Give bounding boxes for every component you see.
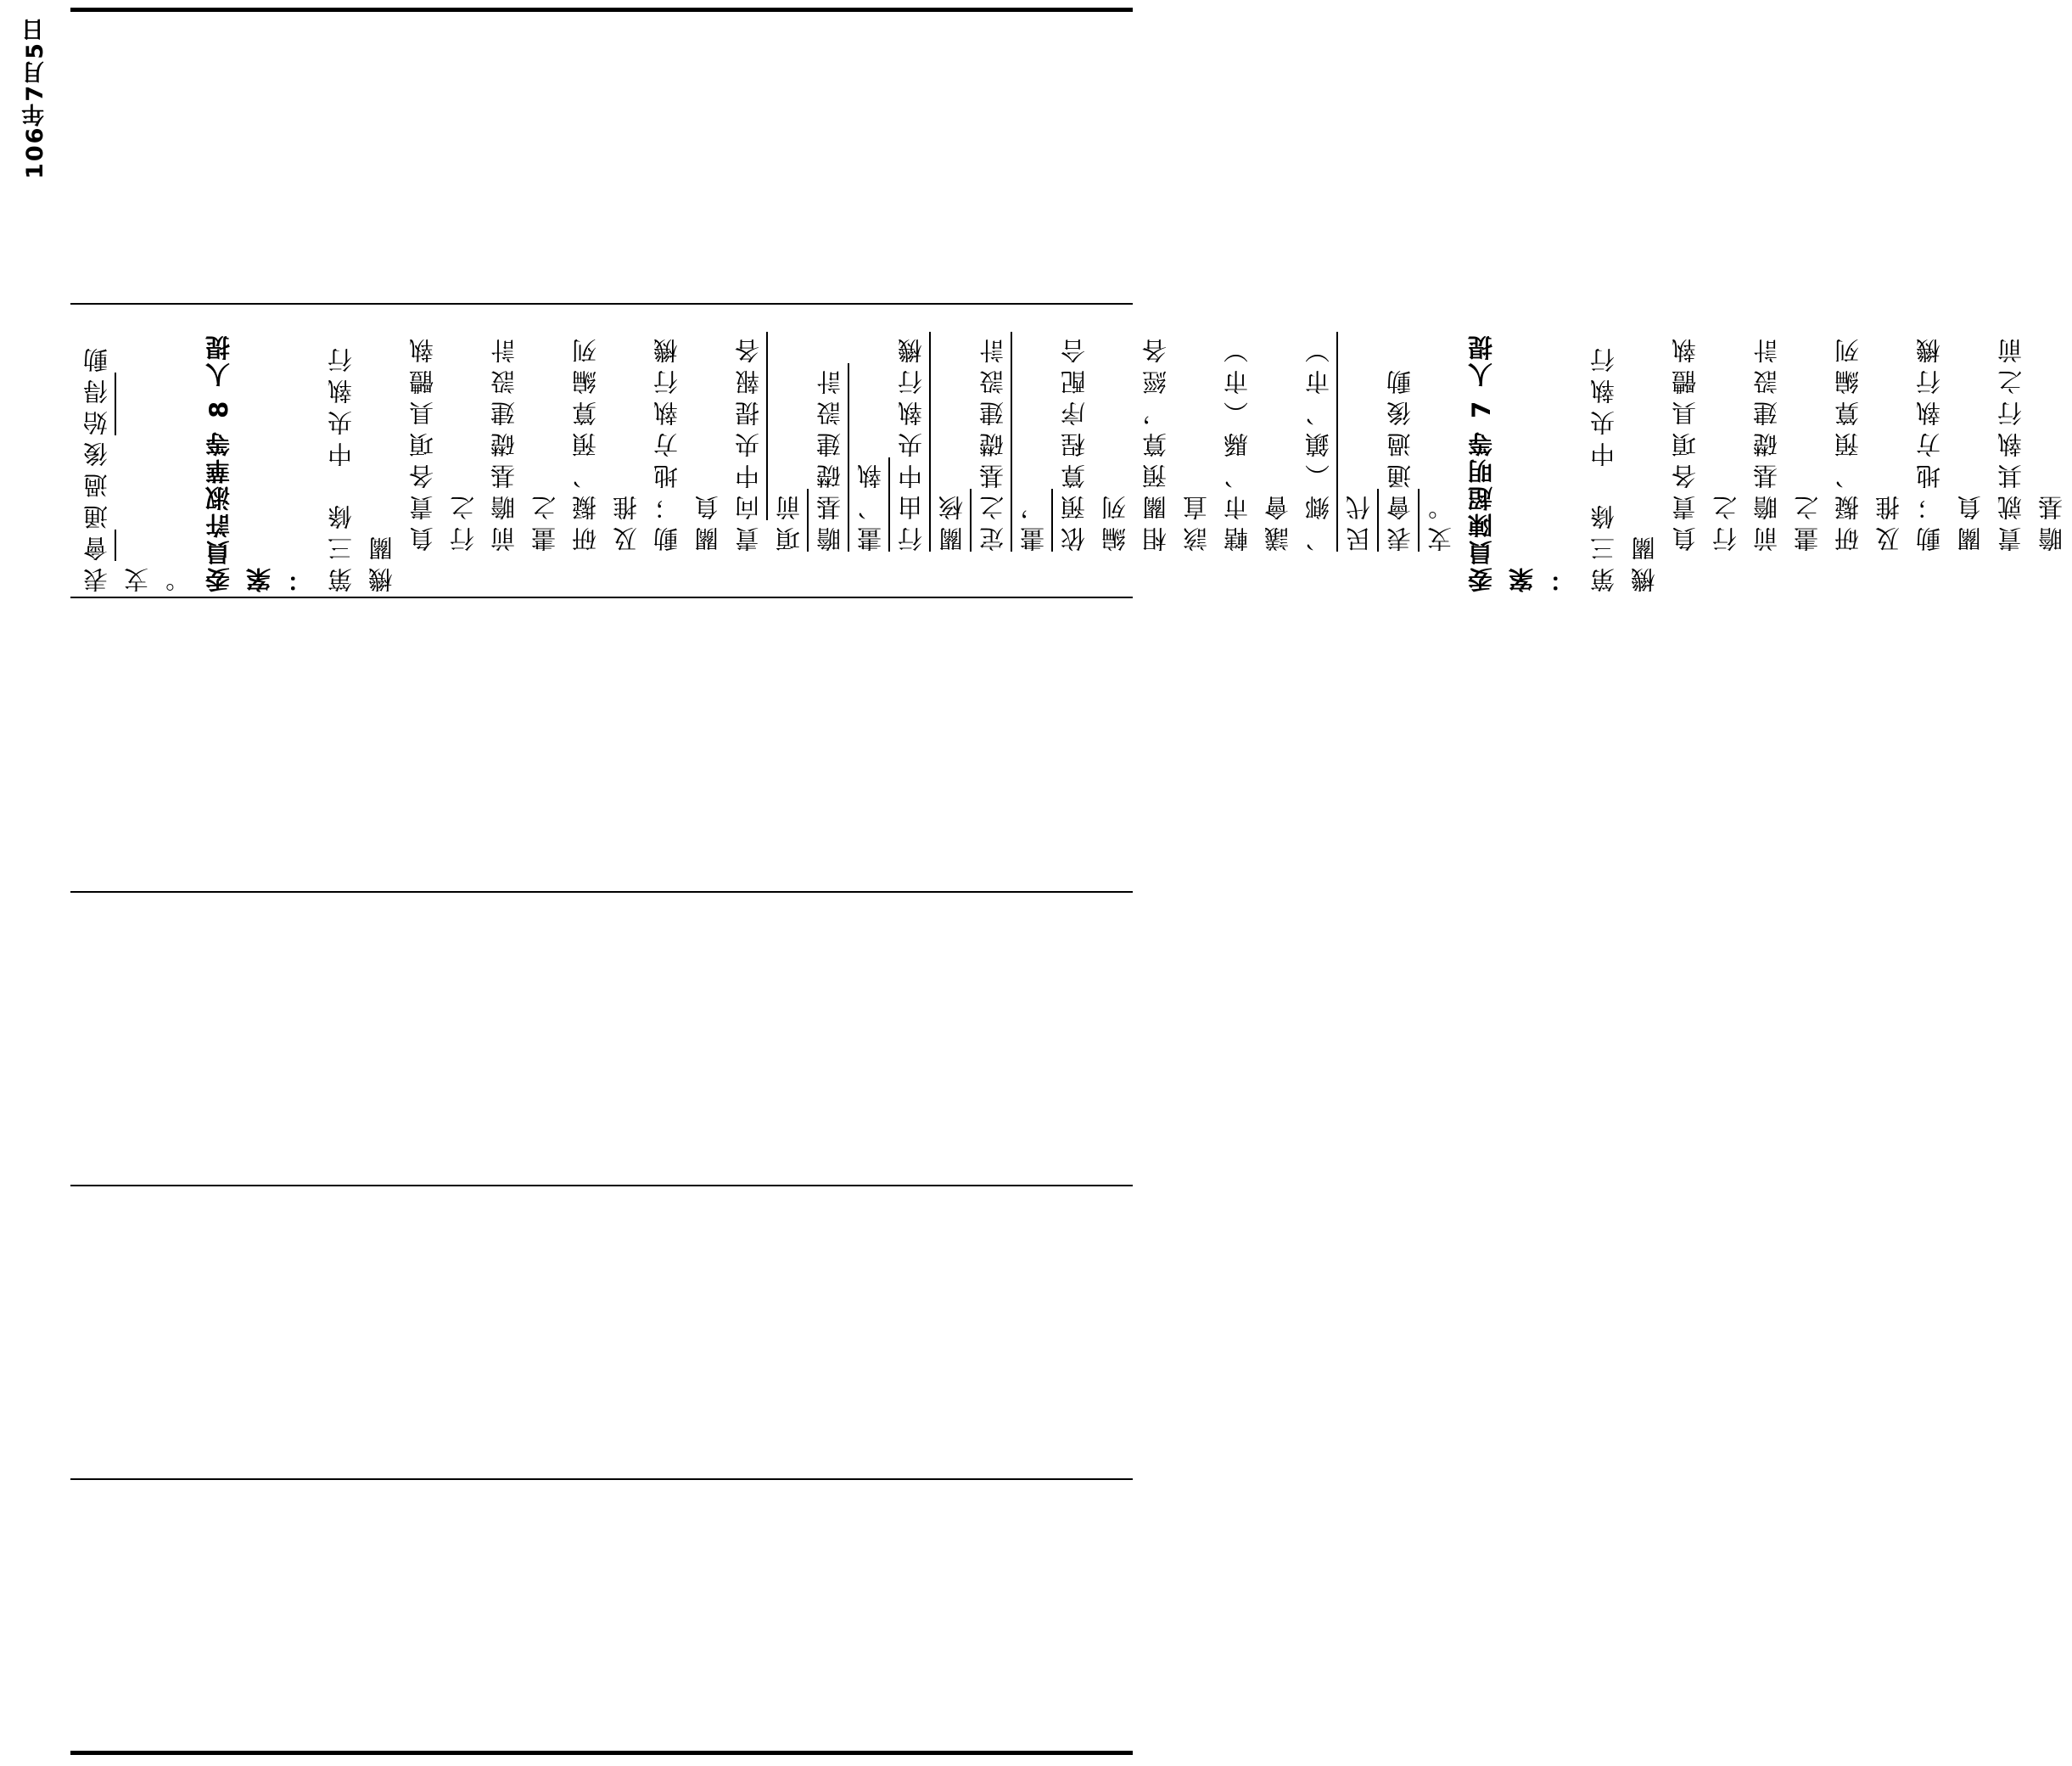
article-line: 第三條 中央執行機關 xyxy=(327,341,396,592)
text-line: 定之基礎建設計畫， xyxy=(978,332,1048,552)
text-line: 責向中央提報各項前 xyxy=(734,332,804,552)
proposal-text-column xyxy=(76,312,2066,592)
row-separator xyxy=(70,597,1133,598)
text-line: 研擬、預算編列及推 xyxy=(1834,332,1903,552)
text-line: 表會通過後始得動支 xyxy=(82,341,152,592)
text-line: 負責各項具體執行之 xyxy=(1671,332,1740,552)
text-line: 相關預算，經各該直 xyxy=(1141,332,1211,552)
proposal-heading: 委員許淑華等 8 人提案 xyxy=(204,333,274,592)
article-line: 第三條 中央執行機關 xyxy=(1589,341,1659,592)
text-line: 責就其執行之前瞻基 xyxy=(1996,332,2066,552)
text-line: 依預算程序配合編列 xyxy=(1060,332,1129,552)
text-line: 行由中央執行機關核 xyxy=(897,332,966,552)
text-line: 前瞻基礎建設計畫之 xyxy=(490,332,559,552)
proposal-heading: 委員陳超明等 7 人提案 xyxy=(1467,333,1537,592)
row-separator xyxy=(70,891,1133,893)
table-bottom-border xyxy=(70,1751,1133,1755)
table-top-border xyxy=(70,8,1133,12)
text-line: 研擬、預算編列及推 xyxy=(571,332,641,552)
text-line: 。 xyxy=(164,561,193,592)
row-separator xyxy=(70,303,1133,305)
row-separator xyxy=(70,1478,1133,1480)
text-line: 、鄉（鎮、市）民代 xyxy=(1304,332,1374,552)
text-line: 轄市、縣（市）議會 xyxy=(1223,332,1292,552)
text-line: 動；地方執行機關負 xyxy=(652,332,722,552)
heading-colon: ： xyxy=(286,565,315,592)
page-date: 106年7月5日 xyxy=(22,17,48,179)
text-line: 表會通過後動支。 xyxy=(1386,363,1455,552)
row-separator xyxy=(70,1185,1133,1186)
text-line: 瞻基礎建設計畫、執 xyxy=(815,363,885,552)
heading-colon: ： xyxy=(1548,565,1577,592)
text-line: 負責各項具體執行之 xyxy=(408,332,478,552)
text-line: 動；地方執行機關負 xyxy=(1915,332,1985,552)
text-line: 前瞻基礎建設計畫之 xyxy=(1752,332,1822,552)
